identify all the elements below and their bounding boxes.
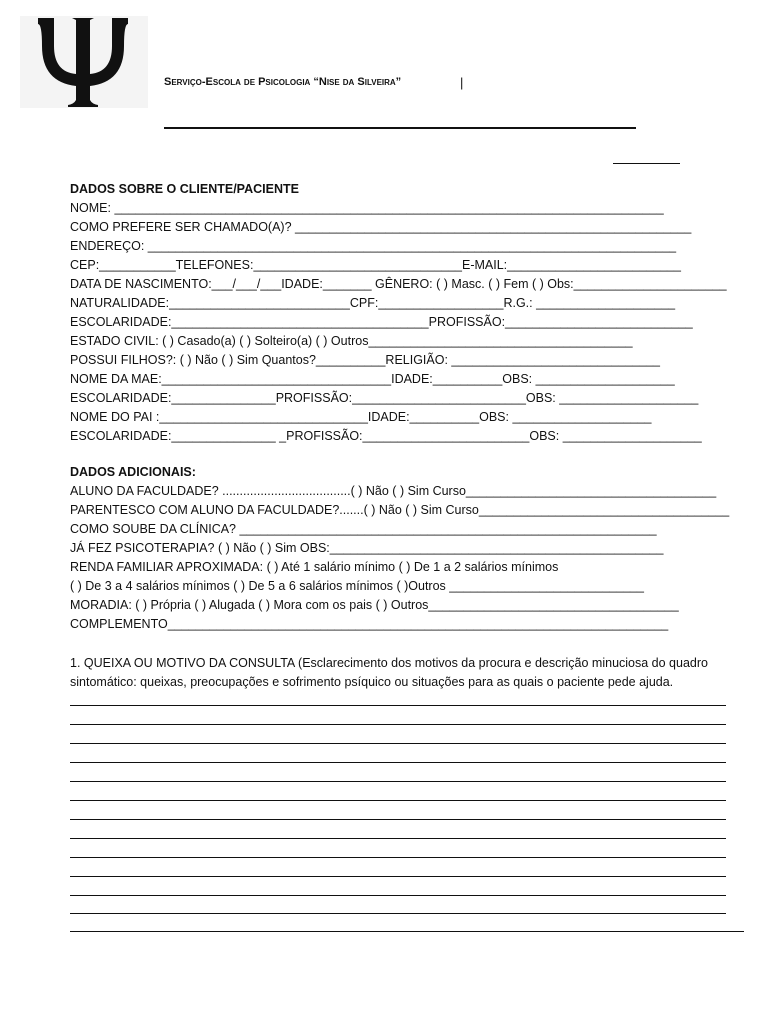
form-line-moradia[interactable]: MORADIA: ( ) Própria ( ) Alugada ( ) Mora com os pais ( ) Outros____________________________________ (70, 598, 679, 612)
psi-logo (20, 16, 148, 108)
form-line-nascimento[interactable]: DATA DE NASCIMENTO:___/___/___IDADE:_______ GÊNERO: ( ) Masc. ( ) Fem ( ) Obs:______________________ (70, 277, 727, 291)
institution-title: Serviço-Escola de Psicologia “Nise da Silveira” (164, 76, 402, 88)
form-line-documentos[interactable]: NATURALIDADE:__________________________CPF:__________________R.G.: ____________________ (70, 296, 676, 310)
header-rule (164, 127, 636, 129)
form-line-renda-opcoes[interactable]: ( ) De 3 a 4 salários mínimos ( ) De 5 a 6 salários mínimos ( )Outros ____________________________ (70, 579, 644, 593)
writing-line[interactable] (70, 857, 726, 858)
writing-line[interactable] (70, 913, 726, 914)
writing-line[interactable] (70, 876, 726, 877)
form-line-estado-civil[interactable]: ESTADO CIVIL: ( ) Casado(a) ( ) Solteiro(a) ( ) Outros______________________________________ (70, 334, 633, 348)
writing-line[interactable] (70, 743, 726, 744)
form-line-filhos[interactable]: POSSUI FILHOS?: ( ) Não ( ) Sim Quantos?__________RELIGIÃO: ______________________________ (70, 353, 660, 367)
writing-line[interactable] (70, 800, 726, 801)
form-line-escolaridade-pai[interactable]: ESCOLARIDADE:_______________ _PROFISSÃO:________________________OBS: ____________________ (70, 429, 702, 443)
form-line-como-soube[interactable]: COMO SOUBE DA CLÍNICA? ____________________________________________________________ (70, 522, 657, 536)
writing-line[interactable] (70, 838, 726, 839)
form-line-escolaridade-mae[interactable]: ESCOLARIDADE:_______________PROFISSÃO:_________________________OBS: ____________________ (70, 391, 699, 405)
form-line-contato[interactable]: CEP:___________TELEFONES:______________________________E-MAIL:_________________________ (70, 258, 681, 272)
form-line-parentesco[interactable]: PARENTESCO COM ALUNO DA FACULDADE?.......( ) Não ( ) Sim Curso____________________________________ (70, 503, 730, 517)
writing-line[interactable] (70, 781, 726, 782)
form-line-pai[interactable]: NOME DO PAI :______________________________IDADE:__________OBS: ____________________ (70, 410, 652, 424)
form-line-complemento[interactable]: COMPLEMENTO________________________________________________________________________ (70, 617, 669, 631)
writing-line[interactable] (70, 819, 726, 820)
date-blank-line (613, 163, 680, 164)
form-line-endereco[interactable]: ENDEREÇO: ____________________________________________________________________________ (70, 239, 677, 253)
psi-icon (32, 16, 136, 108)
form-line-apelido[interactable]: COMO PREFERE SER CHAMADO(A)? _________________________________________________________ (70, 220, 692, 234)
writing-line[interactable] (70, 762, 726, 763)
form-line-mae[interactable]: NOME DA MAE:_________________________________IDADE:__________OBS: ____________________ (70, 372, 675, 386)
form-line-renda[interactable]: RENDA FAMILIAR APROXIMADA: ( ) Até 1 salário mínimo ( ) De 1 a 2 salários mínimos (70, 560, 559, 574)
writing-line[interactable] (70, 931, 744, 932)
form-line-escolaridade[interactable]: ESCOLARIDADE:_____________________________________PROFISSÃO:___________________________ (70, 315, 693, 329)
client-section-heading: DADOS SOBRE O CLIENTE/PACIENTE (70, 182, 299, 196)
header-separator: | (460, 75, 464, 90)
additional-section-heading: DADOS ADICIONAIS: (70, 465, 196, 479)
form-line-psicoterapia[interactable]: JÁ FEZ PSICOTERAPIA? ( ) Não ( ) Sim OBS:________________________________________________ (70, 541, 664, 555)
form-line-nome[interactable]: NOME: _______________________________________________________________________________ (70, 201, 664, 215)
writing-line[interactable] (70, 724, 726, 725)
writing-line[interactable] (70, 705, 726, 706)
complaint-section-title: 1. QUEIXA OU MOTIVO DA CONSULTA (Esclarecimento dos motivos da procura e descrição minuciosa do quadro sintomático: queixas, preocupações e sofrimento psíquico ou situações para as quais o paciente pede ajuda. (70, 656, 708, 689)
writing-line[interactable] (70, 895, 726, 896)
form-line-aluno[interactable]: ALUNO DA FACULDADE? .....................................( ) Não ( ) Sim Curso____________________________________ (70, 484, 717, 498)
